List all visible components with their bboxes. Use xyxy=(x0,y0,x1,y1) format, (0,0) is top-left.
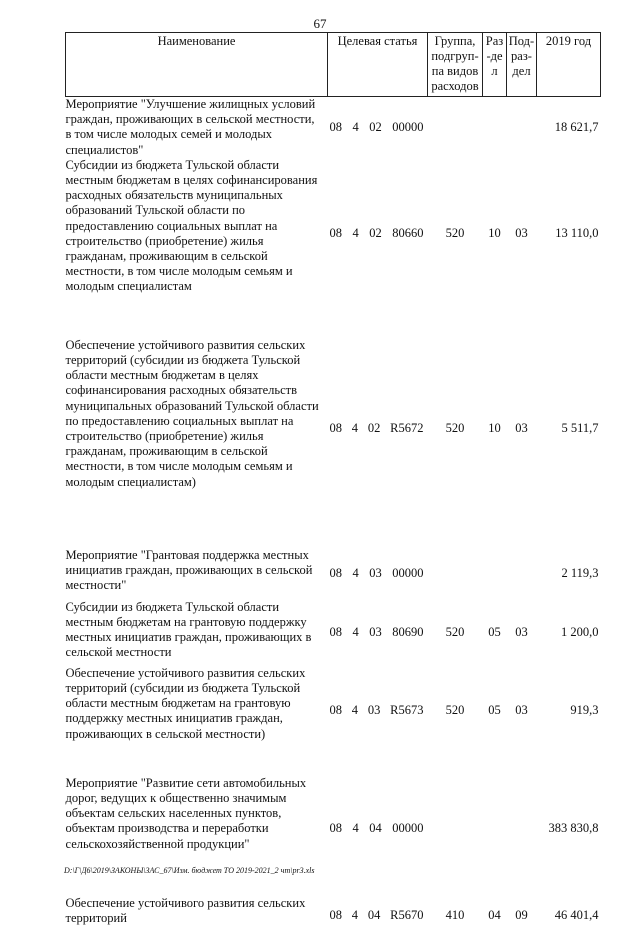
target-program: 08 xyxy=(329,703,342,718)
row-target-code xyxy=(328,97,428,158)
target-event: 04 xyxy=(369,821,382,836)
target-direction: R5673 xyxy=(390,703,424,718)
target-subprogram: 4 xyxy=(351,703,359,718)
target-subprogram: 4 xyxy=(351,908,359,923)
row-group: 520 xyxy=(445,226,465,241)
table-header-row xyxy=(66,33,601,97)
row-spacer xyxy=(66,882,601,896)
row-target-code xyxy=(328,338,428,520)
row-subsection: 03 xyxy=(515,421,528,436)
target-subprogram: 4 xyxy=(352,566,359,581)
target-event: 02 xyxy=(367,421,381,436)
file-path-footer: D:\Г\Д6\2019\ЗАКОНЫ\ЗАС_67\Изм. бюджет ТО 2019-2021_2 чт\pr3.xls xyxy=(64,866,315,875)
row-group xyxy=(428,97,483,158)
row-subsection: 03 xyxy=(515,625,528,640)
table-row xyxy=(66,600,601,666)
row-amount: 5 511,7 xyxy=(561,421,599,436)
header-section: Раз-дел xyxy=(483,33,507,97)
row-amount: 919,3 xyxy=(570,703,599,718)
target-program: 08 xyxy=(329,566,342,581)
row-subsection: 03 xyxy=(515,226,528,241)
target-direction: 80690 xyxy=(392,625,424,640)
row-subsection xyxy=(507,776,537,882)
budget-table xyxy=(65,32,601,936)
row-section: 10 xyxy=(488,226,501,241)
header-name: Наименование xyxy=(66,33,328,97)
row-subsection xyxy=(507,97,537,158)
header-subsection: Под-раз-дел xyxy=(507,33,537,97)
row-group: 520 xyxy=(445,703,465,718)
row-name: Субсидии из бюджета Тульской области местным бюджетам на грантовую поддержку местных инициатив граждан, проживающих в сельской местности xyxy=(65,599,312,660)
row-section: 05 xyxy=(488,625,501,640)
target-direction: 00000 xyxy=(392,566,424,581)
row-subsection: 09 xyxy=(515,908,528,923)
table-row xyxy=(66,666,601,756)
row-amount: 18 621,7 xyxy=(554,119,599,134)
target-program: 08 xyxy=(329,625,342,640)
row-spacer xyxy=(66,756,601,776)
target-direction: 00000 xyxy=(392,119,424,134)
table-row xyxy=(66,896,601,936)
target-direction: R5670 xyxy=(390,908,424,923)
row-group: 410 xyxy=(445,908,465,923)
target-event: 03 xyxy=(369,625,382,640)
row-section: 10 xyxy=(488,421,501,436)
target-direction: 00000 xyxy=(392,821,424,836)
row-spacer xyxy=(66,310,601,338)
target-event: 04 xyxy=(367,908,381,923)
row-target-code xyxy=(328,600,428,666)
row-group: 520 xyxy=(445,625,465,640)
row-name: Мероприятие "Улучшение жилищных условий граждан, проживающих в сельской местности, в том числе молодых семей и молодых специалистов" xyxy=(65,97,316,157)
row-group: 520 xyxy=(445,421,465,436)
row-target-code xyxy=(328,776,428,882)
row-section: 04 xyxy=(488,908,501,923)
row-target-code xyxy=(328,666,428,756)
target-subprogram: 4 xyxy=(351,421,359,436)
target-subprogram: 4 xyxy=(352,119,359,134)
row-amount: 383 830,8 xyxy=(548,821,599,836)
target-program: 08 xyxy=(329,908,342,923)
header-group: Группа, подгруп-па видов расходов xyxy=(428,33,483,97)
target-event: 02 xyxy=(369,119,382,134)
table-row xyxy=(66,548,601,600)
row-group xyxy=(428,776,483,882)
row-group xyxy=(428,548,483,600)
target-subprogram: 4 xyxy=(352,625,359,640)
row-target-code xyxy=(328,548,428,600)
target-program: 08 xyxy=(329,421,342,436)
row-spacer xyxy=(66,520,601,548)
target-program: 08 xyxy=(329,821,342,836)
row-section xyxy=(483,776,507,882)
row-section: 05 xyxy=(488,703,501,718)
target-event: 02 xyxy=(369,226,382,241)
target-program: 08 xyxy=(329,226,342,241)
row-amount: 13 110,0 xyxy=(555,226,599,241)
target-subprogram: 4 xyxy=(352,821,359,836)
row-section xyxy=(483,97,507,158)
row-section xyxy=(483,548,507,600)
target-direction: 80660 xyxy=(392,226,424,241)
table-row xyxy=(66,338,601,520)
row-amount: 2 119,3 xyxy=(561,566,599,581)
row-amount: 46 401,4 xyxy=(554,908,599,923)
table-row xyxy=(66,97,601,158)
target-direction: R5672 xyxy=(390,421,424,436)
row-subsection: 03 xyxy=(515,703,528,718)
row-name: Обеспечение устойчивого развития сельских территорий (субсидии из бюджета Тульской области местным бюджетам на грантовую поддержку местных инициатив граждан, проживающих в сельской местности) xyxy=(65,665,306,741)
row-target-code xyxy=(328,896,428,936)
row-name: Мероприятие "Грантовая поддержка местных инициатив граждан, проживающих в сельской местности" xyxy=(65,547,313,593)
row-target-code xyxy=(328,158,428,310)
row-name: Обеспечение устойчивого развития сельских территорий (субсидии из бюджета Тульской области местным бюджетам в целях софинансирования расходных обязательств муниципальных образований Тульской области по предоставлению социальных выплат на строительство (приобретение) жилья гражданам, проживающим в сельской местности, в том числе молодым семьям и молодым специалистам) xyxy=(65,337,319,489)
row-subsection xyxy=(507,548,537,600)
target-event: 03 xyxy=(369,566,382,581)
target-subprogram: 4 xyxy=(352,226,359,241)
target-program: 08 xyxy=(329,119,342,134)
row-amount: 1 200,0 xyxy=(561,625,599,640)
table-row xyxy=(66,158,601,310)
row-name: Обеспечение устойчивого развития сельских территорий xyxy=(65,895,306,926)
target-event: 03 xyxy=(367,703,381,718)
page-number: 67 xyxy=(313,16,327,31)
row-name: Мероприятие "Развитие сети автомобильных дорог, ведущих к общественно значимым объектам сельских населенных пунктов, объектам производства и переработки сельскохозяйственной продукции" xyxy=(65,775,307,851)
budget-table-container xyxy=(65,32,600,936)
row-name: Субсидии из бюджета Тульской области местным бюджетам в целях софинансирования расходных обязательств муниципальных образований Тульской области по предоставлению социальных выплат на строительство (приобретение) жилья гражданам, проживающим в сельской местности, в том числе молодым семьям и молодым специалистам xyxy=(65,157,318,294)
header-target: Целевая статья xyxy=(328,33,428,97)
header-year: 2019 год xyxy=(537,33,601,97)
